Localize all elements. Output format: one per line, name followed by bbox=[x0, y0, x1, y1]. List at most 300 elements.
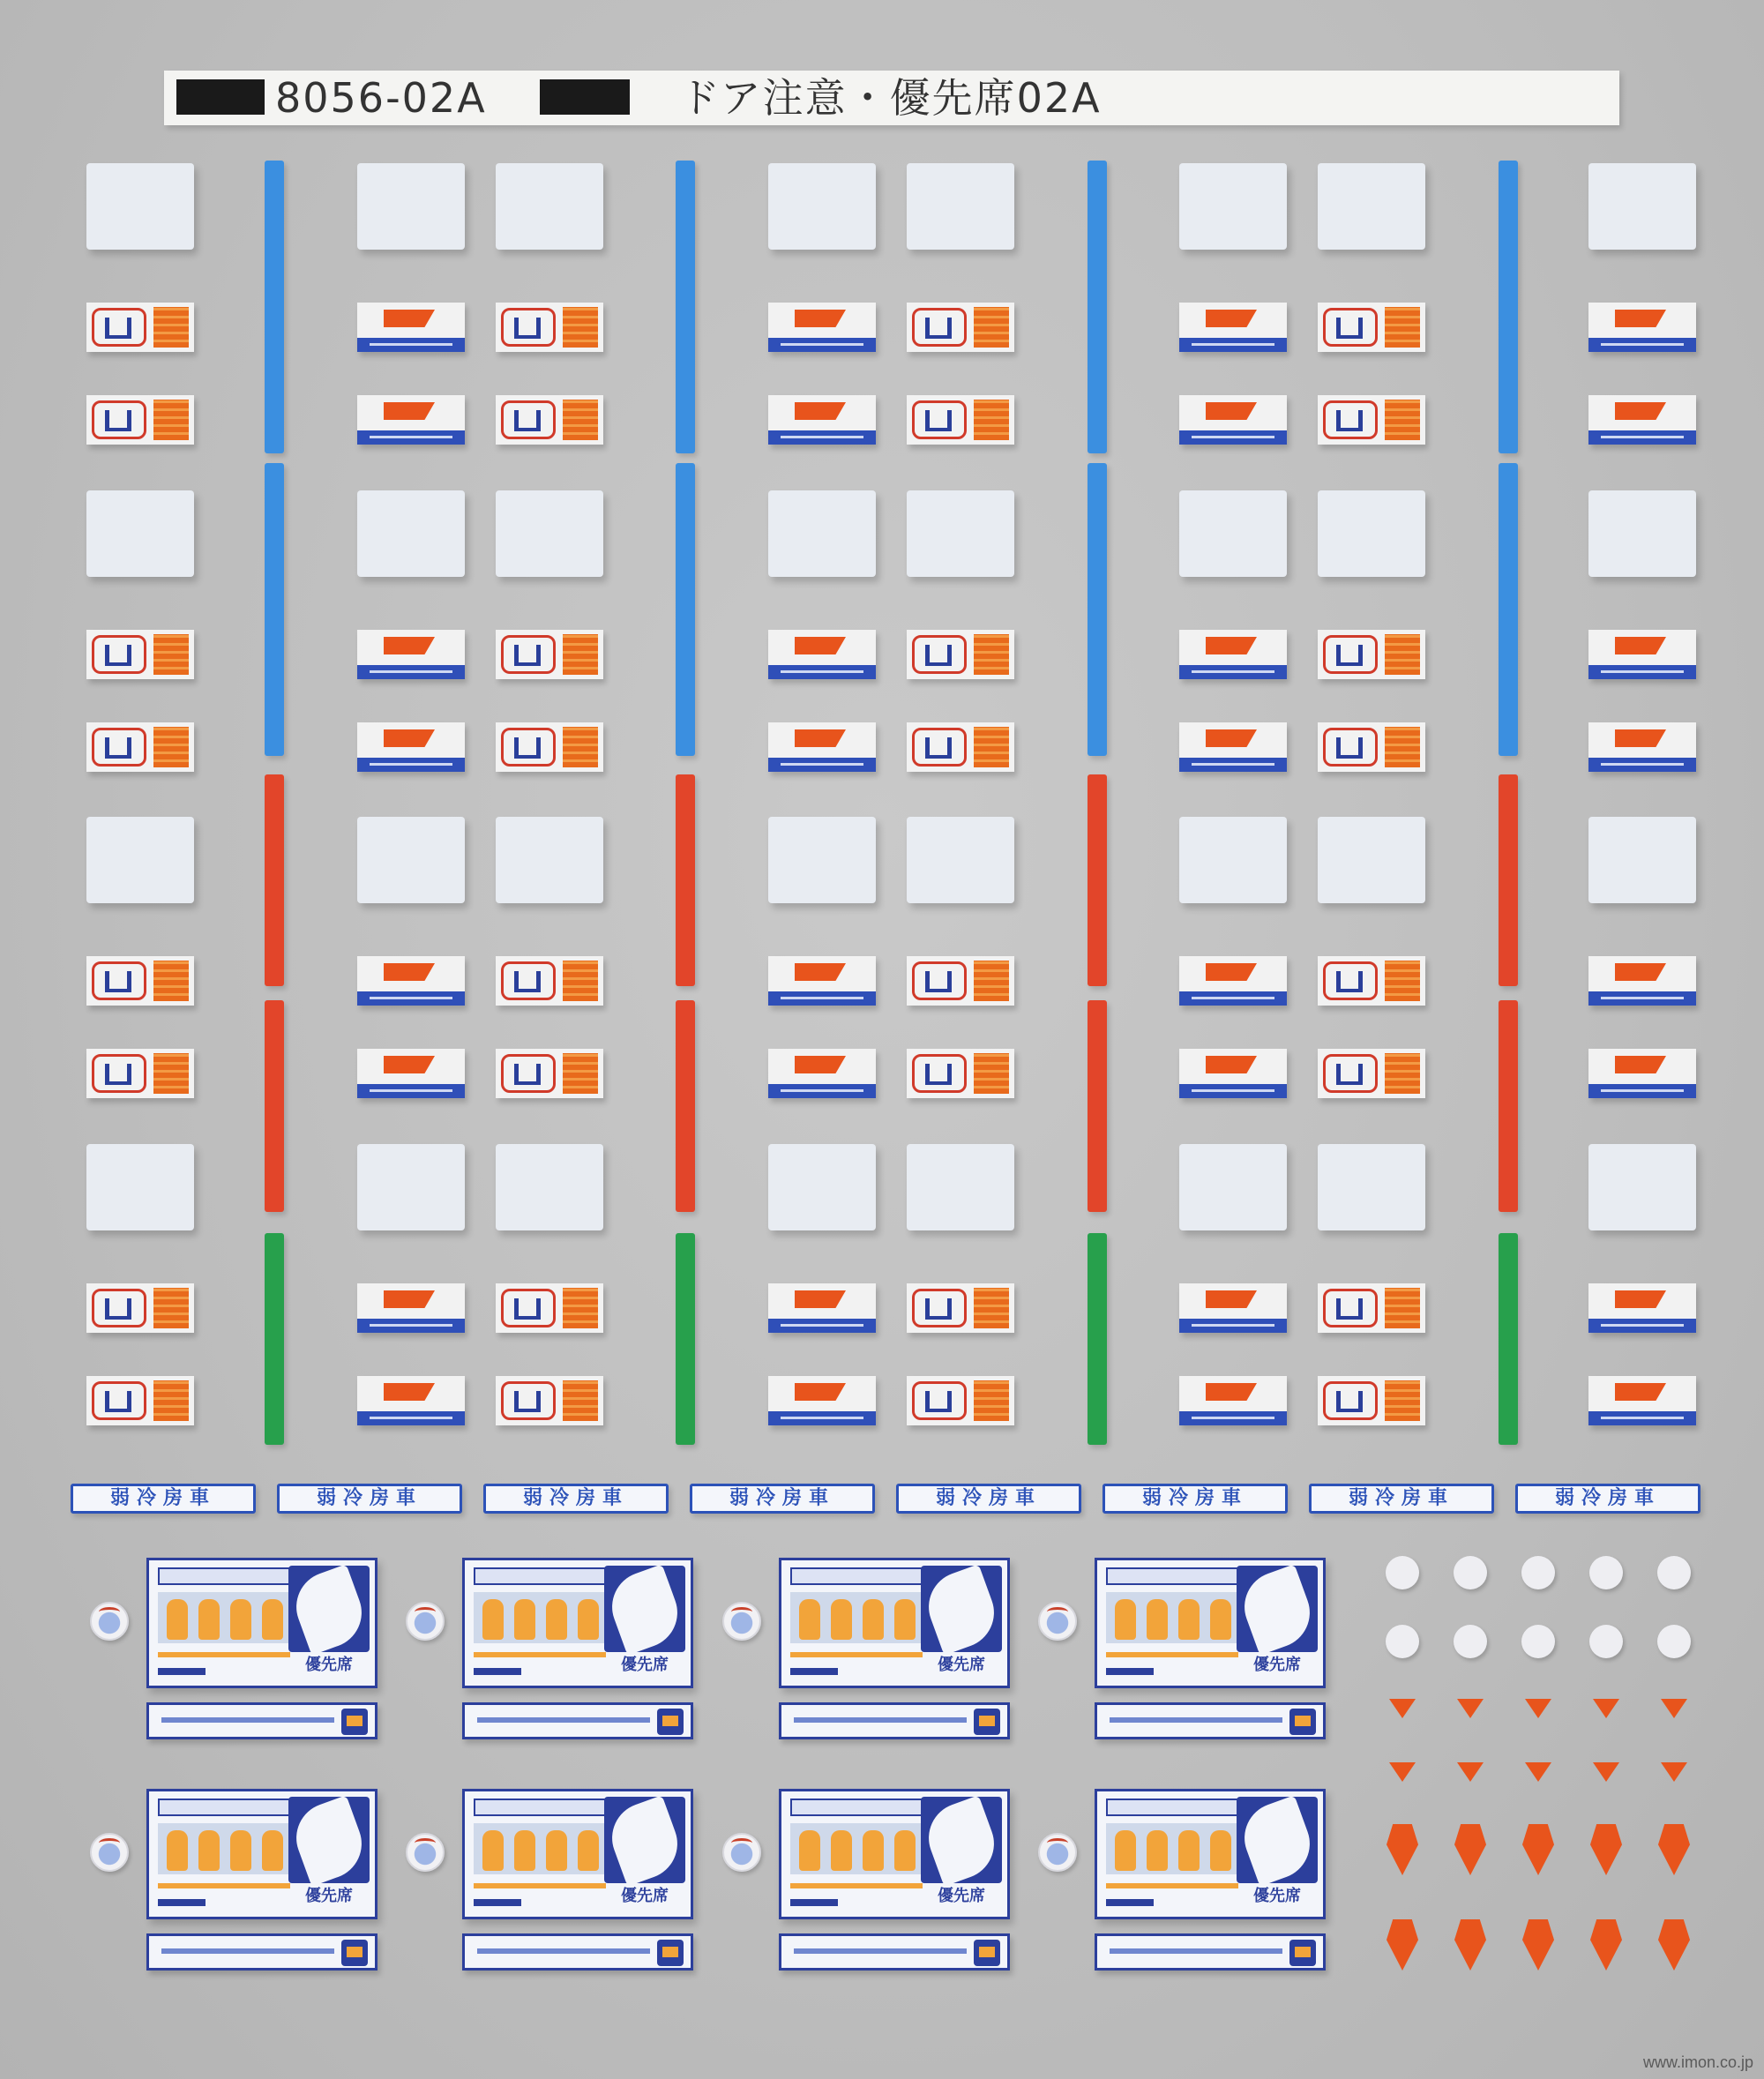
caution-stripe-icon bbox=[153, 961, 189, 1001]
person-icon bbox=[1210, 1599, 1231, 1640]
panel-line bbox=[474, 1652, 606, 1657]
line-stripe-decal bbox=[1499, 1000, 1518, 1212]
person-icon bbox=[578, 1830, 599, 1871]
person-icon bbox=[1115, 1599, 1136, 1640]
priority-seat-logo-icon bbox=[604, 1566, 685, 1652]
panel-hdr bbox=[790, 1567, 923, 1585]
door-caution-finger-icon bbox=[795, 402, 846, 420]
door-caution-finger-icon bbox=[384, 402, 435, 420]
door-caution-finger-decal bbox=[1588, 395, 1696, 445]
door-caution-finger-icon bbox=[1206, 637, 1257, 654]
weak-cooling-label: 弱冷房車 bbox=[896, 1484, 1081, 1514]
door-caution-hand-decal bbox=[907, 395, 1014, 445]
orange-triangle-decal bbox=[1525, 1762, 1551, 1782]
blue-band bbox=[768, 1084, 876, 1098]
door-caution-finger-icon bbox=[1206, 1290, 1257, 1308]
white-dot-decal bbox=[1386, 1556, 1419, 1589]
door-caution-finger-decal bbox=[1588, 956, 1696, 1006]
person-icon bbox=[230, 1830, 251, 1871]
door-caution-finger-icon bbox=[1615, 310, 1666, 327]
blue-band bbox=[1179, 338, 1287, 352]
blank-square-decal bbox=[86, 490, 194, 577]
door-caution-finger-icon bbox=[1615, 1290, 1666, 1308]
arrow-marker-icon bbox=[1590, 1919, 1622, 1971]
blank-square-decal bbox=[357, 1144, 465, 1230]
door-caution-hand-decal bbox=[496, 395, 603, 445]
blank-square-decal bbox=[1179, 1144, 1287, 1230]
door-caution-hand-icon bbox=[92, 1054, 146, 1093]
aisle-tag bbox=[974, 1940, 1000, 1966]
caution-stripe-icon bbox=[974, 307, 1009, 348]
blue-band bbox=[1588, 665, 1696, 679]
panel-people bbox=[1106, 1823, 1238, 1874]
person-icon bbox=[546, 1599, 567, 1640]
door-caution-finger-icon bbox=[1615, 729, 1666, 747]
blue-band bbox=[357, 430, 465, 445]
caution-stripe-icon bbox=[1385, 634, 1420, 675]
door-caution-finger-icon bbox=[384, 729, 435, 747]
door-caution-hand-decal bbox=[86, 1283, 194, 1333]
panel-line bbox=[1106, 1652, 1238, 1657]
door-caution-finger-icon bbox=[795, 310, 846, 327]
line-stripe-decal bbox=[265, 774, 284, 986]
door-caution-finger-icon bbox=[1615, 963, 1666, 981]
door-caution-hand-icon bbox=[912, 1289, 967, 1327]
seat-badge-icon bbox=[90, 1602, 129, 1641]
aisle-strip-decal bbox=[779, 1702, 1010, 1739]
aisle-strip-decal bbox=[1095, 1702, 1326, 1739]
person-icon bbox=[799, 1599, 820, 1640]
door-caution-finger-icon bbox=[795, 1056, 846, 1073]
line-stripe-decal bbox=[265, 1000, 284, 1212]
product-name: ドア注意・優先席02A bbox=[679, 74, 1102, 122]
blank-square-decal bbox=[768, 817, 876, 903]
priority-seat-text: 優先席 bbox=[621, 1887, 669, 1905]
arrow-marker-icon bbox=[1590, 1824, 1622, 1875]
door-caution-finger-icon bbox=[1206, 963, 1257, 981]
aisle-stroke bbox=[477, 1717, 650, 1723]
caution-stripe-icon bbox=[974, 1053, 1009, 1094]
blue-band bbox=[1179, 1411, 1287, 1425]
person-icon bbox=[1115, 1830, 1136, 1871]
door-caution-finger-icon bbox=[384, 1290, 435, 1308]
person-icon bbox=[894, 1599, 916, 1640]
door-caution-hand-icon bbox=[912, 1381, 967, 1420]
person-icon bbox=[1178, 1599, 1200, 1640]
white-dot-decal bbox=[1589, 1556, 1623, 1589]
door-caution-hand-decal bbox=[496, 956, 603, 1006]
aisle-tag bbox=[657, 1940, 684, 1966]
line-stripe-decal bbox=[676, 1000, 695, 1212]
weak-cooling-label: 弱冷房車 bbox=[483, 1484, 669, 1514]
caution-stripe-icon bbox=[153, 307, 189, 348]
arrow-marker-icon bbox=[1658, 1919, 1690, 1971]
aisle-tag bbox=[341, 1940, 368, 1966]
door-caution-hand-icon bbox=[501, 400, 556, 439]
blue-band bbox=[1179, 1319, 1287, 1333]
blank-square-decal bbox=[1179, 163, 1287, 250]
blank-square-decal bbox=[768, 490, 876, 577]
line-stripe-decal bbox=[1499, 1233, 1518, 1445]
title-bar bbox=[164, 71, 1619, 125]
panel-line2 bbox=[474, 1668, 521, 1675]
panel-people bbox=[474, 1592, 606, 1643]
door-caution-hand-decal bbox=[86, 630, 194, 679]
door-caution-hand-decal bbox=[1318, 1376, 1425, 1425]
blue-band bbox=[768, 338, 876, 352]
person-icon bbox=[831, 1599, 852, 1640]
product-code: 8056-02A bbox=[275, 74, 487, 122]
door-caution-hand-decal bbox=[1318, 303, 1425, 352]
blue-band bbox=[1179, 991, 1287, 1006]
door-caution-finger-icon bbox=[1206, 1056, 1257, 1073]
panel-line2 bbox=[790, 1668, 838, 1675]
person-icon bbox=[230, 1599, 251, 1640]
door-caution-hand-icon bbox=[912, 400, 967, 439]
caution-stripe-icon bbox=[563, 1288, 598, 1328]
person-icon bbox=[894, 1830, 916, 1871]
blue-band bbox=[357, 665, 465, 679]
line-stripe-decal bbox=[676, 774, 695, 986]
caution-stripe-icon bbox=[563, 634, 598, 675]
panel-line bbox=[158, 1652, 290, 1657]
panel-line bbox=[1106, 1883, 1238, 1888]
door-caution-finger-icon bbox=[795, 1383, 846, 1401]
door-caution-finger-decal bbox=[1179, 1376, 1287, 1425]
door-caution-finger-icon bbox=[1206, 1383, 1257, 1401]
door-caution-finger-decal bbox=[768, 956, 876, 1006]
door-caution-hand-icon bbox=[92, 308, 146, 347]
priority-seat-logo-icon bbox=[1237, 1797, 1318, 1883]
door-caution-hand-decal bbox=[907, 303, 1014, 352]
panel-hdr bbox=[1106, 1799, 1238, 1816]
caution-stripe-icon bbox=[974, 727, 1009, 767]
door-caution-finger-icon bbox=[1206, 729, 1257, 747]
weak-cooling-label: 弱冷房車 bbox=[71, 1484, 256, 1514]
blue-band bbox=[1588, 991, 1696, 1006]
blue-band bbox=[357, 1319, 465, 1333]
caution-stripe-icon bbox=[153, 1053, 189, 1094]
door-caution-hand-decal bbox=[496, 1049, 603, 1098]
person-icon bbox=[1147, 1599, 1168, 1640]
door-caution-finger-icon bbox=[384, 1056, 435, 1073]
door-caution-hand-decal bbox=[496, 303, 603, 352]
seat-badge-icon bbox=[406, 1602, 445, 1641]
caution-stripe-icon bbox=[1385, 307, 1420, 348]
blank-square-decal bbox=[768, 163, 876, 250]
white-dot-decal bbox=[1657, 1625, 1691, 1658]
door-caution-finger-decal bbox=[1588, 303, 1696, 352]
door-caution-finger-decal bbox=[357, 956, 465, 1006]
priority-seat-panel bbox=[146, 1789, 377, 1919]
aisle-tag bbox=[1289, 1709, 1316, 1735]
line-stripe-decal bbox=[265, 161, 284, 453]
door-caution-finger-decal bbox=[768, 1049, 876, 1098]
blue-band bbox=[768, 1411, 876, 1425]
priority-seat-logo-icon bbox=[1237, 1566, 1318, 1652]
blue-band bbox=[1179, 430, 1287, 445]
seat-badge-icon bbox=[1038, 1833, 1077, 1872]
door-caution-hand-icon bbox=[501, 308, 556, 347]
seat-badge-icon bbox=[90, 1833, 129, 1872]
door-caution-hand-decal bbox=[86, 395, 194, 445]
priority-seat-panel bbox=[462, 1789, 693, 1919]
line-stripe-decal bbox=[676, 161, 695, 453]
door-caution-finger-decal bbox=[768, 722, 876, 772]
panel-people bbox=[474, 1823, 606, 1874]
priority-seat-text: 優先席 bbox=[305, 1887, 353, 1905]
arrow-marker-icon bbox=[1522, 1919, 1554, 1971]
seat-badge-icon bbox=[406, 1833, 445, 1872]
door-caution-hand-icon bbox=[1323, 1289, 1378, 1327]
priority-seat-text: 優先席 bbox=[1253, 1656, 1301, 1674]
white-dot-decal bbox=[1657, 1556, 1691, 1589]
person-icon bbox=[514, 1599, 535, 1640]
blank-square-decal bbox=[86, 163, 194, 250]
door-caution-finger-icon bbox=[795, 729, 846, 747]
door-caution-finger-decal bbox=[1179, 303, 1287, 352]
blue-band bbox=[357, 1084, 465, 1098]
blank-square-decal bbox=[496, 490, 603, 577]
door-caution-hand-icon bbox=[92, 728, 146, 767]
caution-stripe-icon bbox=[563, 727, 598, 767]
door-caution-hand-decal bbox=[1318, 1283, 1425, 1333]
panel-hdr bbox=[158, 1567, 290, 1585]
door-caution-hand-icon bbox=[92, 1289, 146, 1327]
blank-square-decal bbox=[768, 1144, 876, 1230]
panel-people bbox=[790, 1592, 923, 1643]
door-caution-finger-icon bbox=[1615, 402, 1666, 420]
door-caution-finger-decal bbox=[357, 1283, 465, 1333]
person-icon bbox=[831, 1830, 852, 1871]
orange-triangle-decal bbox=[1661, 1762, 1687, 1782]
blue-band bbox=[357, 991, 465, 1006]
panel-people bbox=[158, 1823, 290, 1874]
orange-triangle-decal bbox=[1593, 1699, 1619, 1718]
blank-square-decal bbox=[1318, 817, 1425, 903]
door-caution-finger-decal bbox=[768, 395, 876, 445]
priority-seat-text: 優先席 bbox=[305, 1656, 353, 1674]
blank-square-decal bbox=[357, 163, 465, 250]
title-mark-right bbox=[540, 79, 630, 115]
caution-stripe-icon bbox=[563, 961, 598, 1001]
door-caution-finger-decal bbox=[1179, 630, 1287, 679]
door-caution-finger-decal bbox=[1588, 1283, 1696, 1333]
priority-seat-panel bbox=[779, 1789, 1010, 1919]
orange-triangle-decal bbox=[1457, 1699, 1484, 1718]
arrow-marker-icon bbox=[1658, 1824, 1690, 1875]
door-caution-finger-icon bbox=[384, 963, 435, 981]
blank-square-decal bbox=[907, 163, 1014, 250]
white-dot-decal bbox=[1521, 1556, 1555, 1589]
caution-stripe-icon bbox=[563, 1380, 598, 1421]
door-caution-hand-decal bbox=[496, 630, 603, 679]
aisle-stroke bbox=[161, 1717, 334, 1723]
priority-seat-logo-icon bbox=[921, 1797, 1002, 1883]
aisle-stroke bbox=[161, 1948, 334, 1954]
panel-line2 bbox=[1106, 1899, 1154, 1906]
door-caution-hand-icon bbox=[92, 961, 146, 1000]
panel-line2 bbox=[790, 1899, 838, 1906]
orange-triangle-decal bbox=[1661, 1699, 1687, 1718]
priority-seat-panel bbox=[462, 1558, 693, 1688]
seat-badge-icon bbox=[722, 1602, 761, 1641]
door-caution-hand-icon bbox=[912, 961, 967, 1000]
caution-stripe-icon bbox=[153, 727, 189, 767]
door-caution-finger-icon bbox=[1615, 1056, 1666, 1073]
door-caution-finger-decal bbox=[768, 1376, 876, 1425]
caution-stripe-icon bbox=[153, 1380, 189, 1421]
aisle-strip-decal bbox=[462, 1702, 693, 1739]
line-stripe-decal bbox=[1088, 463, 1107, 756]
priority-seat-text: 優先席 bbox=[621, 1656, 669, 1674]
blank-square-decal bbox=[496, 1144, 603, 1230]
white-dot-decal bbox=[1454, 1625, 1487, 1658]
door-caution-hand-decal bbox=[86, 956, 194, 1006]
door-caution-hand-decal bbox=[1318, 1049, 1425, 1098]
blue-band bbox=[1179, 1084, 1287, 1098]
door-caution-hand-icon bbox=[501, 1289, 556, 1327]
person-icon bbox=[262, 1830, 283, 1871]
person-icon bbox=[198, 1830, 220, 1871]
seat-badge-icon bbox=[1038, 1602, 1077, 1641]
blue-band bbox=[768, 430, 876, 445]
person-icon bbox=[1210, 1830, 1231, 1871]
door-caution-hand-decal bbox=[1318, 722, 1425, 772]
door-caution-hand-decal bbox=[907, 722, 1014, 772]
priority-seat-text: 優先席 bbox=[1253, 1887, 1301, 1905]
blue-band bbox=[1179, 758, 1287, 772]
white-dot-decal bbox=[1589, 1625, 1623, 1658]
blue-band bbox=[768, 991, 876, 1006]
aisle-tag bbox=[341, 1709, 368, 1735]
door-caution-hand-icon bbox=[501, 728, 556, 767]
blank-square-decal bbox=[1588, 1144, 1696, 1230]
door-caution-hand-icon bbox=[1323, 308, 1378, 347]
door-caution-hand-icon bbox=[92, 635, 146, 674]
blank-square-decal bbox=[1318, 490, 1425, 577]
door-caution-hand-decal bbox=[907, 630, 1014, 679]
blank-square-decal bbox=[907, 490, 1014, 577]
door-caution-finger-decal bbox=[1588, 1376, 1696, 1425]
aisle-strip-decal bbox=[462, 1933, 693, 1971]
blank-square-decal bbox=[357, 490, 465, 577]
caution-stripe-icon bbox=[1385, 961, 1420, 1001]
door-caution-finger-icon bbox=[384, 1383, 435, 1401]
caution-stripe-icon bbox=[974, 961, 1009, 1001]
panel-line bbox=[790, 1883, 923, 1888]
person-icon bbox=[546, 1830, 567, 1871]
line-stripe-decal bbox=[1088, 1233, 1107, 1445]
line-stripe-decal bbox=[676, 463, 695, 756]
priority-seat-logo-icon bbox=[921, 1566, 1002, 1652]
door-caution-hand-decal bbox=[1318, 956, 1425, 1006]
door-caution-finger-decal bbox=[1588, 722, 1696, 772]
priority-seat-panel bbox=[779, 1558, 1010, 1688]
door-caution-finger-icon bbox=[1206, 402, 1257, 420]
blue-band bbox=[768, 1319, 876, 1333]
watermark: www.imon.co.jp bbox=[1642, 2053, 1753, 2071]
person-icon bbox=[578, 1599, 599, 1640]
weak-cooling-label: 弱冷房車 bbox=[277, 1484, 462, 1514]
panel-line bbox=[790, 1652, 923, 1657]
door-caution-hand-icon bbox=[1323, 400, 1378, 439]
arrow-marker-icon bbox=[1454, 1919, 1486, 1971]
blue-band bbox=[1179, 665, 1287, 679]
person-icon bbox=[863, 1599, 884, 1640]
orange-triangle-decal bbox=[1525, 1699, 1551, 1718]
door-caution-finger-icon bbox=[795, 963, 846, 981]
aisle-stroke bbox=[477, 1948, 650, 1954]
door-caution-hand-decal bbox=[1318, 630, 1425, 679]
person-icon bbox=[863, 1830, 884, 1871]
door-caution-hand-icon bbox=[501, 635, 556, 674]
caution-stripe-icon bbox=[563, 400, 598, 440]
blank-square-decal bbox=[496, 817, 603, 903]
person-icon bbox=[198, 1599, 220, 1640]
aisle-tag bbox=[657, 1709, 684, 1735]
door-caution-finger-decal bbox=[357, 630, 465, 679]
orange-triangle-decal bbox=[1593, 1762, 1619, 1782]
door-caution-hand-icon bbox=[912, 635, 967, 674]
priority-seat-text: 優先席 bbox=[938, 1656, 985, 1674]
person-icon bbox=[514, 1830, 535, 1871]
caution-stripe-icon bbox=[153, 400, 189, 440]
door-caution-hand-icon bbox=[92, 400, 146, 439]
door-caution-hand-decal bbox=[907, 1283, 1014, 1333]
person-icon bbox=[262, 1599, 283, 1640]
blue-band bbox=[357, 338, 465, 352]
door-caution-finger-icon bbox=[795, 1290, 846, 1308]
door-caution-hand-decal bbox=[907, 956, 1014, 1006]
priority-seat-panel bbox=[1095, 1558, 1326, 1688]
blank-square-decal bbox=[907, 817, 1014, 903]
blue-band bbox=[768, 758, 876, 772]
door-caution-finger-icon bbox=[1615, 1383, 1666, 1401]
caution-stripe-icon bbox=[1385, 400, 1420, 440]
weak-cooling-label: 弱冷房車 bbox=[1309, 1484, 1494, 1514]
caution-stripe-icon bbox=[974, 1380, 1009, 1421]
weak-cooling-label: 弱冷房車 bbox=[690, 1484, 875, 1514]
panel-line bbox=[158, 1883, 290, 1888]
panel-hdr bbox=[1106, 1567, 1238, 1585]
door-caution-hand-icon bbox=[501, 1054, 556, 1093]
blue-band bbox=[768, 665, 876, 679]
door-caution-finger-icon bbox=[384, 637, 435, 654]
door-caution-hand-icon bbox=[501, 961, 556, 1000]
caution-stripe-icon bbox=[153, 1288, 189, 1328]
blank-square-decal bbox=[86, 1144, 194, 1230]
blank-square-decal bbox=[357, 817, 465, 903]
door-caution-finger-decal bbox=[1179, 395, 1287, 445]
door-caution-hand-decal bbox=[496, 1376, 603, 1425]
caution-stripe-icon bbox=[1385, 727, 1420, 767]
panel-line2 bbox=[1106, 1668, 1154, 1675]
door-caution-finger-decal bbox=[357, 1049, 465, 1098]
door-caution-hand-decal bbox=[86, 1049, 194, 1098]
blank-square-decal bbox=[1179, 817, 1287, 903]
door-caution-finger-decal bbox=[1588, 1049, 1696, 1098]
line-stripe-decal bbox=[265, 463, 284, 756]
door-caution-hand-decal bbox=[86, 722, 194, 772]
aisle-stroke bbox=[794, 1717, 967, 1723]
blank-square-decal bbox=[86, 817, 194, 903]
arrow-marker-icon bbox=[1454, 1824, 1486, 1875]
white-dot-decal bbox=[1454, 1556, 1487, 1589]
door-caution-finger-decal bbox=[357, 722, 465, 772]
caution-stripe-icon bbox=[1385, 1380, 1420, 1421]
door-caution-finger-icon bbox=[1206, 310, 1257, 327]
